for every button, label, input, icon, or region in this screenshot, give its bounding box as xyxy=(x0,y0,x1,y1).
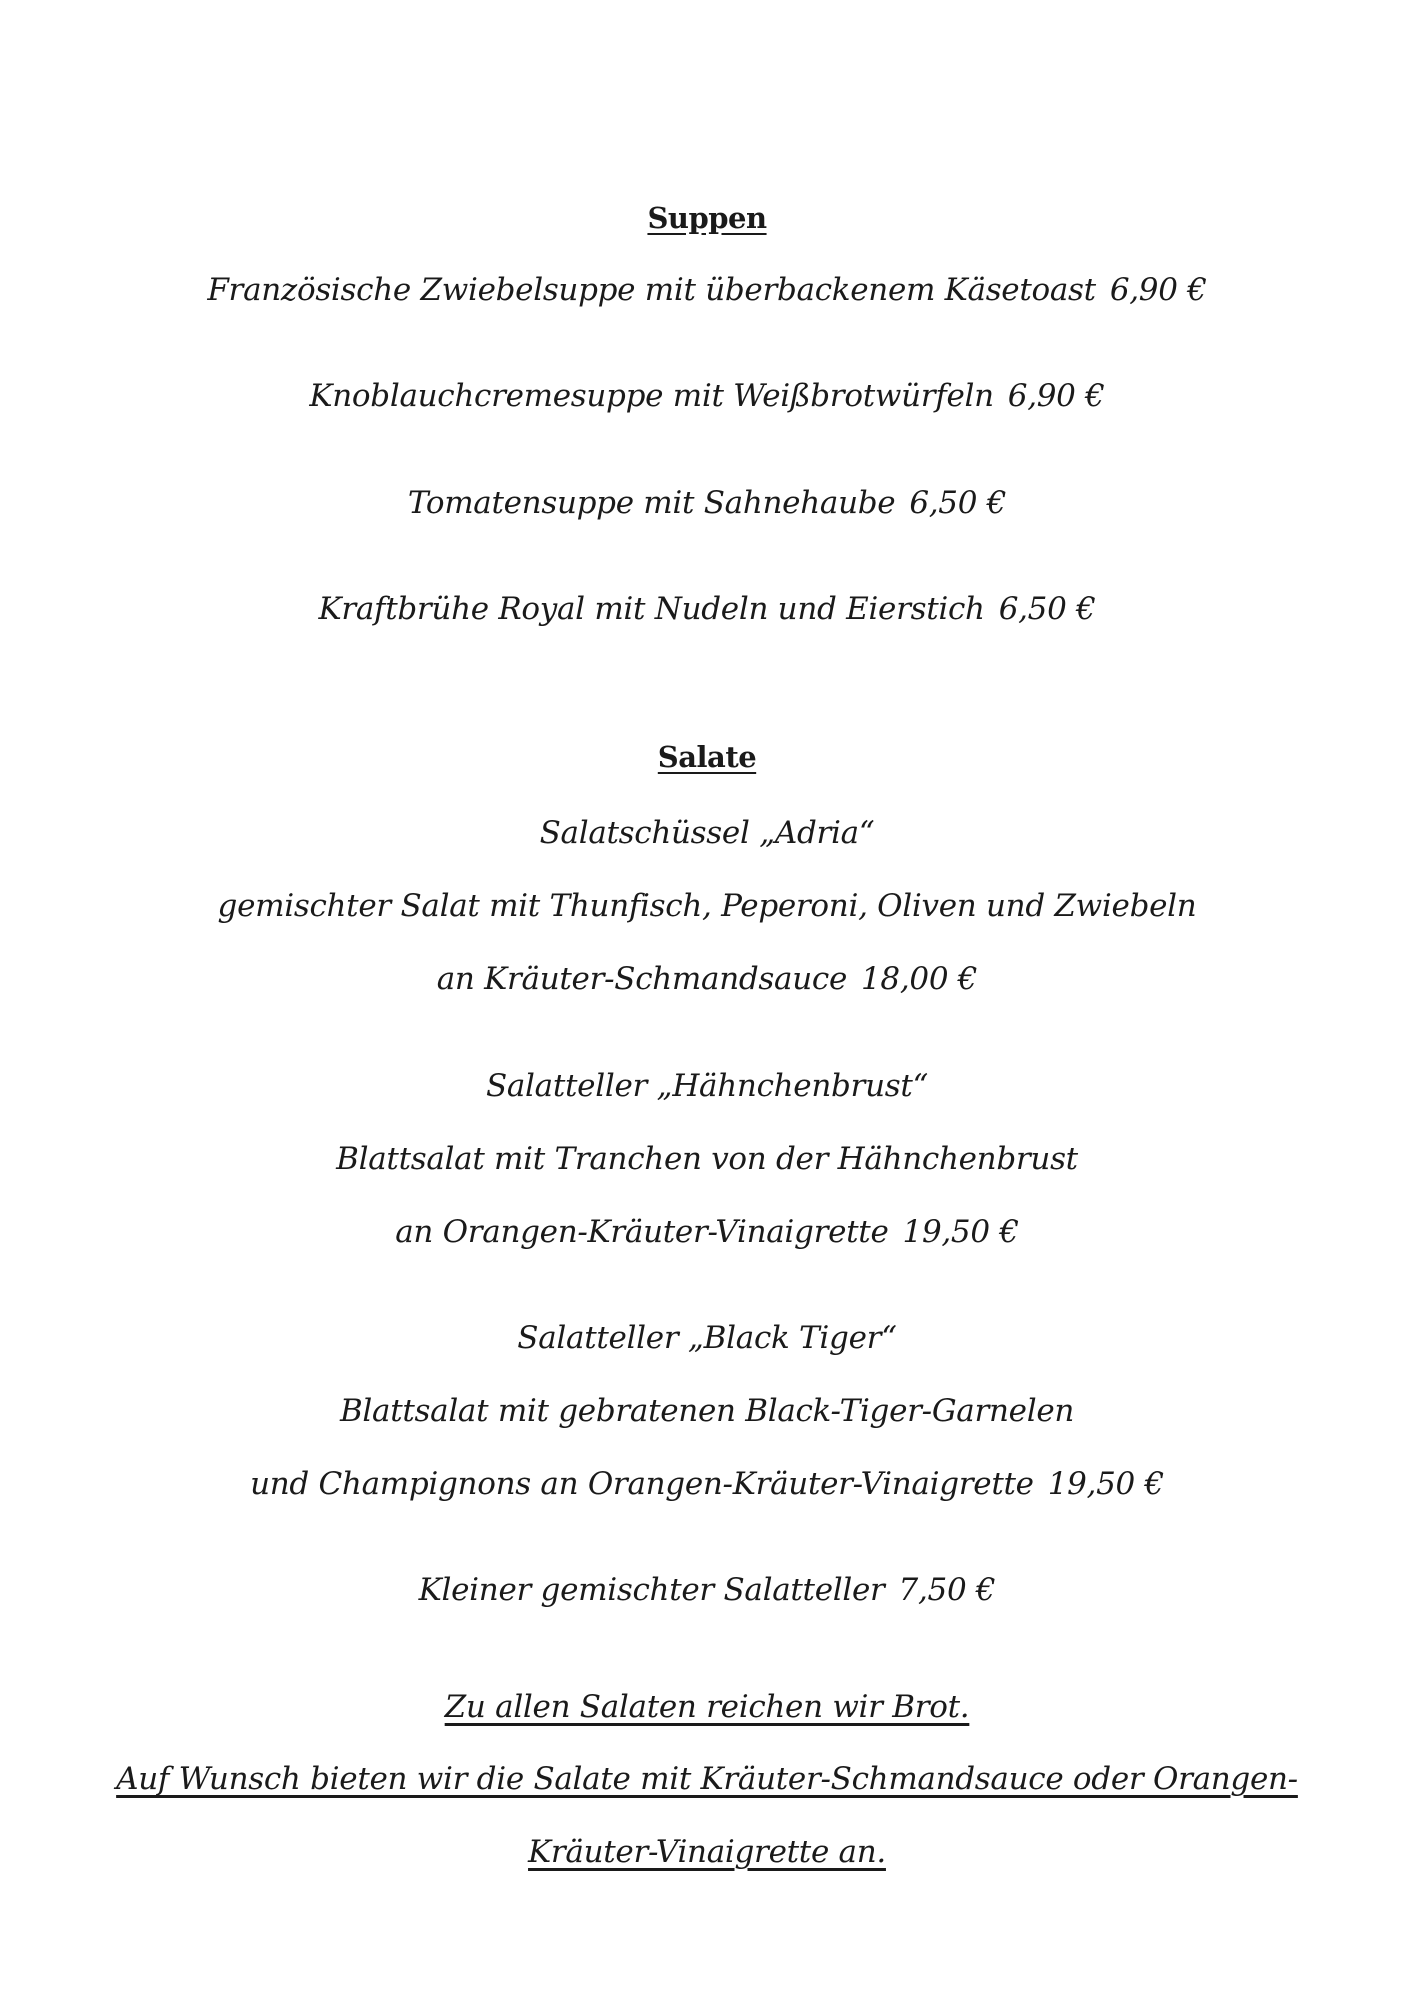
item-text: an Kräuter-Schmandsauce xyxy=(436,961,847,997)
item-price: 7,50 € xyxy=(898,1572,996,1608)
note-line-1 xyxy=(0,1687,1414,1727)
adria-description: gemischter Salat mit Thunfisch, Peperoni, Oliven und Zwiebeln xyxy=(217,888,1197,924)
item-text: Kleiner gemischter Salatteller xyxy=(418,1572,885,1608)
suppen-heading: Suppen xyxy=(647,201,767,235)
item-price: 6,90 € xyxy=(1109,272,1207,308)
item-text: Tomatensuppe mit Sahnehaube xyxy=(407,485,896,521)
tiger-description: Blattsalat mit gebratenen Black-Tiger-Garnelen xyxy=(339,1393,1075,1429)
haehnchen-sauce-price xyxy=(0,1212,1414,1252)
adria-sauce-price xyxy=(0,959,1414,999)
note-text: Zu allen Salaten reichen wir Brot. xyxy=(444,1689,970,1725)
item-text: Französische Zwiebelsuppe mit überbackenem Käsetoast xyxy=(207,272,1096,308)
item-price: 6,90 € xyxy=(1007,378,1105,414)
haehnchen-name: Salatteller „Hähnchenbrust“ xyxy=(485,1068,929,1104)
item-text: und Champignons an Orangen-Kräuter-Vinaigrette xyxy=(250,1466,1034,1502)
note-line-3 xyxy=(0,1832,1414,1872)
note-text: Kräuter-Vinaigrette an. xyxy=(528,1834,886,1870)
item-price: 19,50 € xyxy=(1047,1466,1164,1502)
item-text: an Orangen-Kräuter-Vinaigrette xyxy=(395,1214,889,1250)
menu-item-zwiebelsuppe xyxy=(0,270,1414,310)
item-price: 6,50 € xyxy=(998,591,1096,627)
haehnchen-description: Blattsalat mit Tranchen von der Hähnchenbrust xyxy=(336,1141,1078,1177)
menu-item-knoblauchcremesuppe xyxy=(0,376,1414,416)
note-text: Auf Wunsch bieten wir die Salate mit Kräuter-Schmandsauce oder Orangen- xyxy=(116,1761,1298,1797)
item-price: 18,00 € xyxy=(861,961,978,997)
menu-item-kraftbruehe xyxy=(0,589,1414,629)
item-price: 19,50 € xyxy=(902,1214,1019,1250)
menu-item-kleiner-salat xyxy=(0,1570,1414,1610)
item-price: 6,50 € xyxy=(909,485,1007,521)
item-text: Knoblauchcremesuppe mit Weißbrotwürfeln xyxy=(309,378,994,414)
menu-item-tomatensuppe xyxy=(0,483,1414,523)
tiger-name: Salatteller „Black Tiger“ xyxy=(517,1320,897,1356)
note-line-2 xyxy=(0,1759,1414,1799)
item-text: Kraftbrühe Royal mit Nudeln und Eierstich xyxy=(318,591,985,627)
adria-name: Salatschüssel „Adria“ xyxy=(539,815,875,851)
salate-heading: Salate xyxy=(657,740,757,774)
tiger-sauce-price xyxy=(0,1464,1414,1504)
